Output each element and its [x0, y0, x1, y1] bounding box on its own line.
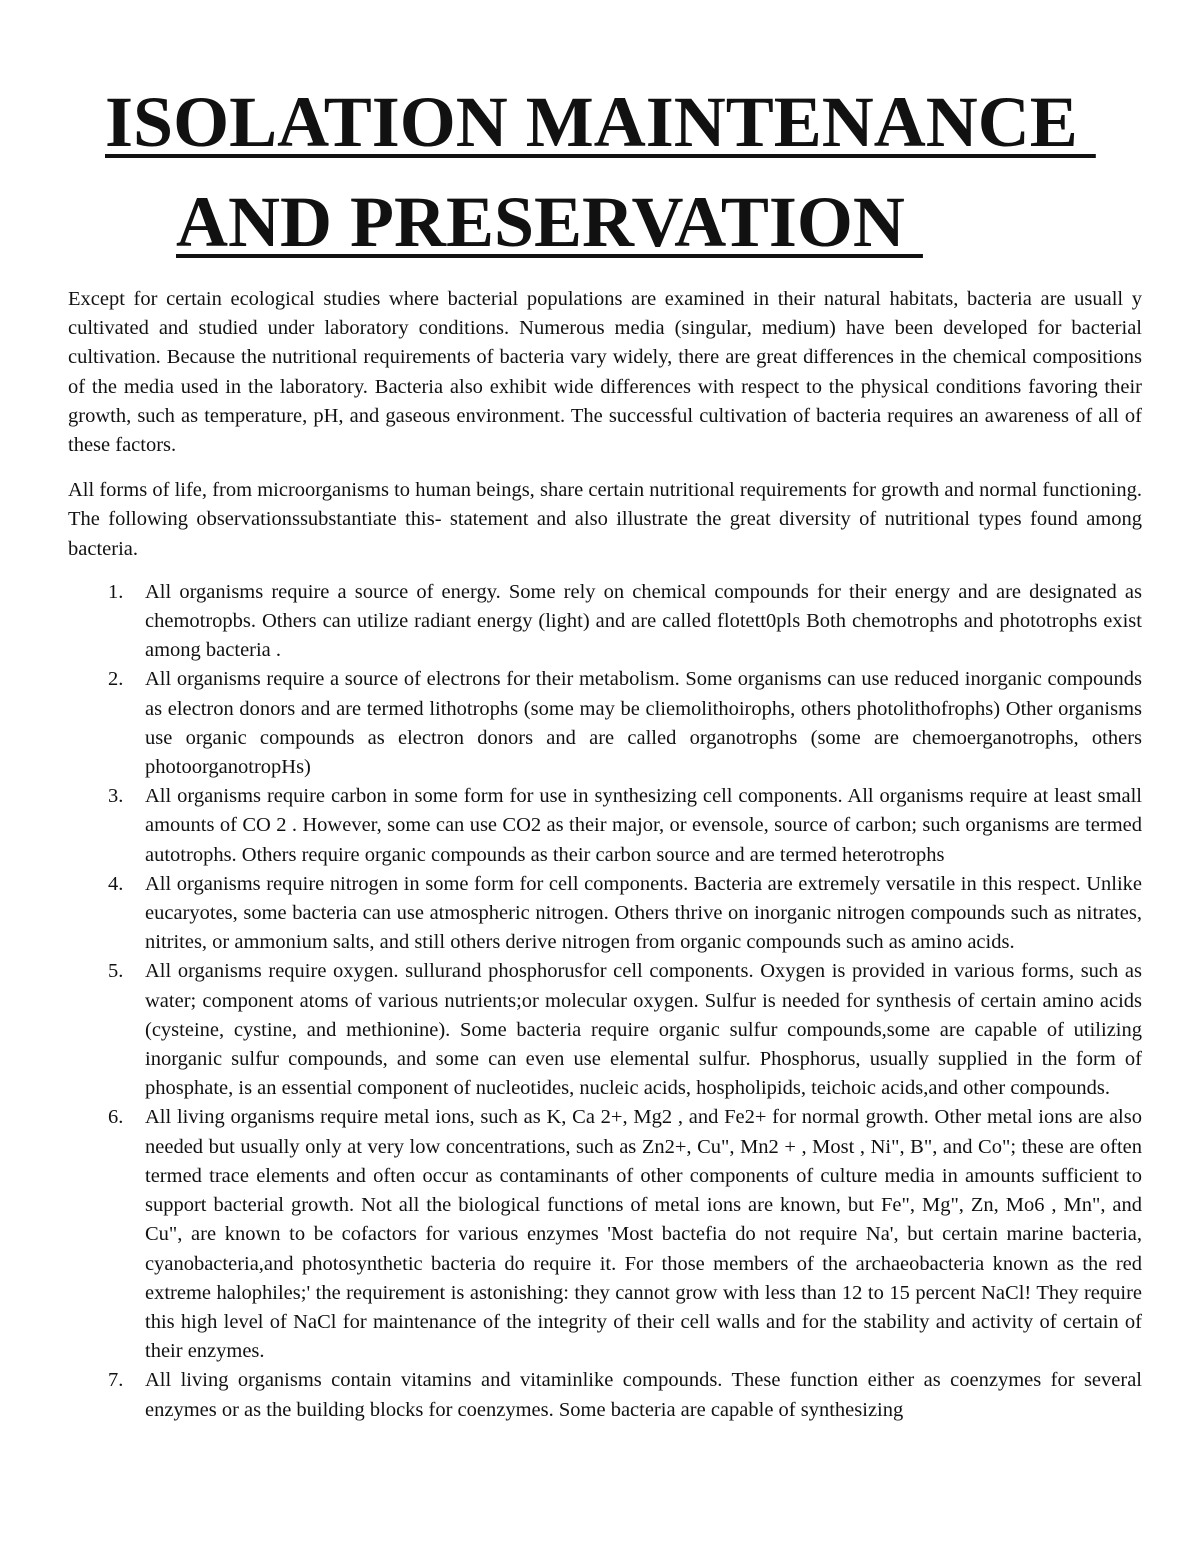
document-title — [68, 0, 1142, 272]
intro-paragraph: Except for certain ecological studies where bacterial populations are examined in their natural habitats, bacteria are usuall y cultivated and studied under laboratory conditions. Numerous media (singular, medium) have been developed for bacterial cultivation. Because the nutritional requirements of bacteria vary widely, there are great differences in the chemical compositions of the media used in the laboratory. Bacteria also exhibit wide differences with respect to the physical conditions favoring their growth, such as temperature, pH, and gaseous environment. The successful cultivation of bacteria requires an awareness of all of these factors. — [68, 288, 1142, 457]
list-item-number: 1. — [108, 580, 124, 603]
list-item — [68, 957, 1142, 1103]
list-item-text: All living organisms contain vitamins and vitaminlike compounds. These function either as coenzymes for several enzymes or as the building blocks for coenzymes. Some bacteria are capable of synthesizing — [145, 1369, 1142, 1421]
list-item-text: All organisms require a source of electrons for their metabolism. Some organisms can use reduced inorganic compounds as electron donors and are termed lithotrophs (some may be cliemolithoirophs, others photolithofrophs) Other organisms use organic compounds as electron donors and are called organotrophs (some are chemoerganotrophs, others photoorganotropHs) — [145, 668, 1142, 779]
list-item-text: All organisms require nitrogen in some form for cell components. Bacteria are extremely versatile in this respect. Unlike eucaryotes, some bacteria can use atmospheric nitrogen. Others thrive on inorganic nitrogen compounds such as nitrates, nitrites, or ammonium salts, and still others derive nitrogen from organic compounds such as amino acids. — [145, 872, 1142, 954]
list-item-number: 6. — [108, 1106, 124, 1129]
list-item-number: 3. — [108, 785, 124, 808]
title-line-2: AND PRESERVATION — [176, 182, 923, 262]
list-item — [68, 665, 1142, 782]
list-item-text: All living organisms require metal ions, such as K, Ca 2+, Mg2 , and Fe2+ for normal growth. Other metal ions are also needed but usually only at very low concentrations, such as Zn2+, Cu", Mn2 + , Most , Ni", B", and Co"; these are often termed trace elements and often occur as contaminants of other components of culture media in amounts sufficient to support bacterial growth. Not all the biological functions of metal ions are known, but Fe", Mg", Zn, Mo6 , Mn", and Cu", are known to be cofactors for various enzymes 'Most bactefia do not require Na', but certain marine bacteria, cyanobacteria,and photosynthetic bacteria do require it. For those members of the archaeobacteria known as the red extreme halophiles;' the requirement is astonishing: they cannot grow with less than 12 to 15 percent NaCl! They require this high level of NaCl for maintenance of the integrity of their cell walls and for the stability and activity of certain of their enzymes. — [145, 1106, 1142, 1363]
list-item — [68, 1103, 1142, 1366]
list-item-number: 7. — [108, 1369, 124, 1392]
list-item-number: 4. — [108, 872, 124, 895]
title-line-1: ISOLATION MAINTENANCE — [105, 82, 1096, 162]
list-item — [68, 870, 1142, 958]
list-item-text: All organisms require carbon in some form for use in synthesizing cell components. All organisms require at least small amounts of CO 2 . However, some can use CO2 as their major, or evensole, source of carbon; such organisms are termed autotrophs. Others require organic compounds as their carbon source and are termed heterotrophs — [145, 785, 1142, 866]
list-item — [68, 782, 1142, 870]
list-item — [68, 578, 1142, 666]
list-item-text: All organisms require oxygen. sullurand phosphorusfor cell components. Oxygen is provided in various forms, such as water; component atoms of various nutrients;or molecular oxygen. Sulfur is needed for synthesis of certain amino acids (cysteine, cystine, and methionine). Some bacteria require organic sulfur compounds,some are capable of utilizing inorganic sulfur compounds, and some can even use elemental sulfur. Phosphorus, usually supplied in the form of phosphate, is an essential component of nucleotides, nucleic acids, hospholipids, teichoic acids,and other compounds. — [145, 960, 1142, 1100]
list-item-number: 2. — [108, 668, 124, 691]
nutrition-paragraph: All forms of life, from microorganisms to human beings, share certain nutritional requirements for growth and normal functioning. The following observationssubstantiate this- statement and also illustrate the great diversity of nutritional types found among bacteria. — [68, 479, 1142, 560]
list-item-text: All organisms require a source of energy. Some rely on chemical compounds for their energy and are designated as chemotropbs. Others can utilize radiant energy (light) and are called flotett0pls Both chemotrophs and phototrophs exist among bacteria . — [145, 580, 1142, 662]
requirements-list — [68, 578, 1142, 1425]
list-item — [68, 1366, 1142, 1424]
list-item-number: 5. — [108, 960, 124, 983]
